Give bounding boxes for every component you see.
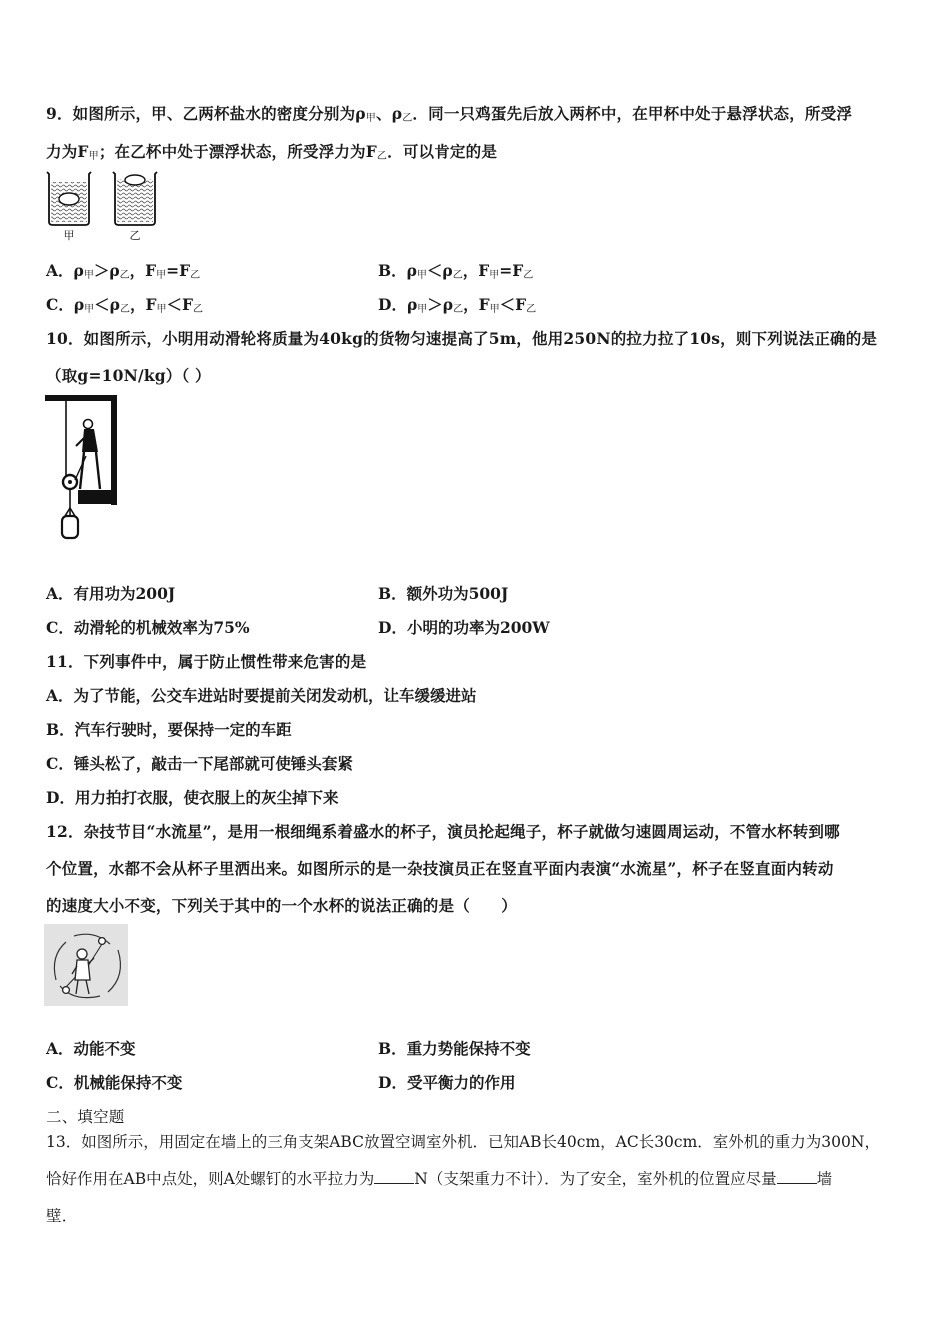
beaker-yi-label: 乙: [129, 229, 141, 242]
q13-blank-1[interactable]: [374, 1169, 414, 1184]
q10-option-d[interactable]: D．小明的功率为200W: [378, 618, 550, 637]
q9-option-c[interactable]: C．$\rho_甲<\rho_乙$，$F_甲<F_乙$: [46, 295, 203, 315]
q9-option-a[interactable]: A．$\rho_甲>\rho_乙$，$F_甲=F_乙$: [46, 261, 201, 281]
q10-stem-line1: 10．如图所示，小明用动滑轮将质量为40kg的货物匀速提高了5m，他用250N的拉力拉了10s，则下列说法正确的是: [46, 329, 878, 348]
q11-option-b[interactable]: B．汽车行驶时，要保持一定的车距: [46, 720, 292, 739]
q9-stem-line1: 9．如图所示，甲、乙两杯盐水的密度分别为$\rho_甲$、$\rho_乙$．同一只鸡蛋先后放入两杯中，在甲杯中处于悬浮状态，所受浮: [46, 104, 853, 124]
beaker-jia-label: 甲: [63, 229, 75, 242]
q13-stem-line2: 恰好作用在AB中点处，则A处螺钉的水平拉力为 N（支架重力不计）．为了安全，室外机的位置应尽量 墙: [46, 1170, 833, 1188]
q9-beakers-figure: [44, 168, 166, 244]
q11-stem: 11．下列事件中，属于防止惯性带来危害的是: [46, 652, 367, 671]
q13-stem-line1: 13．如图所示，用固定在墙上的三角支架ABC放置空调室外机．已知AB长40cm，AC长30cm．室外机的重力为300N，: [46, 1133, 880, 1151]
q12-option-b[interactable]: B．重力势能保持不变: [378, 1039, 531, 1058]
q12-stem-line2: 个位置，水都不会从杯子里洒出来。如图所示的是一杂技演员正在竖直平面内表演“水流星”，杯子在竖直面内转动: [46, 859, 834, 878]
q12-stem-line1: 12．杂技节目“水流星”，是用一根细绳系着盛水的杯子，演员抡起绳子，杯子就做匀速圆周运动，不管水杯转到哪: [46, 822, 840, 841]
q12-stem-line3: 的速度大小不变，下列关于其中的一个水杯的说法正确的是（ ）: [46, 896, 518, 915]
q11-option-c[interactable]: C．锤头松了，敲击一下尾部就可使锤头套紧: [46, 754, 353, 773]
q12-option-c[interactable]: C．机械能保持不变: [46, 1073, 183, 1092]
q11-option-a[interactable]: A．为了节能，公交车进站时要提前关闭发动机，让车缓缓进站: [46, 686, 477, 705]
q9-stem-line2: 力为$F_甲$；在乙杯中处于漂浮状态，所受浮力为$F_乙$．可以肯定的是: [46, 142, 498, 162]
q10-option-c[interactable]: C．动滑轮的机械效率为75%: [46, 618, 250, 637]
q12-option-a[interactable]: A．动能不变: [46, 1039, 136, 1058]
beaker-jia: [47, 172, 91, 225]
q10-option-a[interactable]: A．有用功为200J: [46, 584, 176, 603]
q10-option-b[interactable]: B．额外功为500J: [378, 584, 509, 603]
q10-stem-line2: （取g=10N/kg）（ ）: [46, 366, 211, 385]
q12-option-d[interactable]: D．受平衡力的作用: [378, 1073, 516, 1092]
q9-option-b[interactable]: B．$\rho_甲<\rho_乙$，$F_甲=F_乙$: [378, 261, 534, 281]
q13-stem-line3: 壁．: [46, 1207, 78, 1225]
q12-water-meteor-figure: [44, 924, 128, 1006]
q11-option-d[interactable]: D．用力拍打衣服，使衣服上的灰尘掉下来: [46, 788, 339, 807]
beaker-yi: [113, 172, 157, 225]
q9-option-d[interactable]: D．$\rho_甲>\rho_乙$，$F_甲<F_乙$: [378, 295, 537, 315]
q10-pulley-figure: [44, 394, 120, 552]
section-title-fill-in: 二、填空题: [46, 1108, 125, 1126]
q13-blank-2[interactable]: [777, 1169, 817, 1184]
